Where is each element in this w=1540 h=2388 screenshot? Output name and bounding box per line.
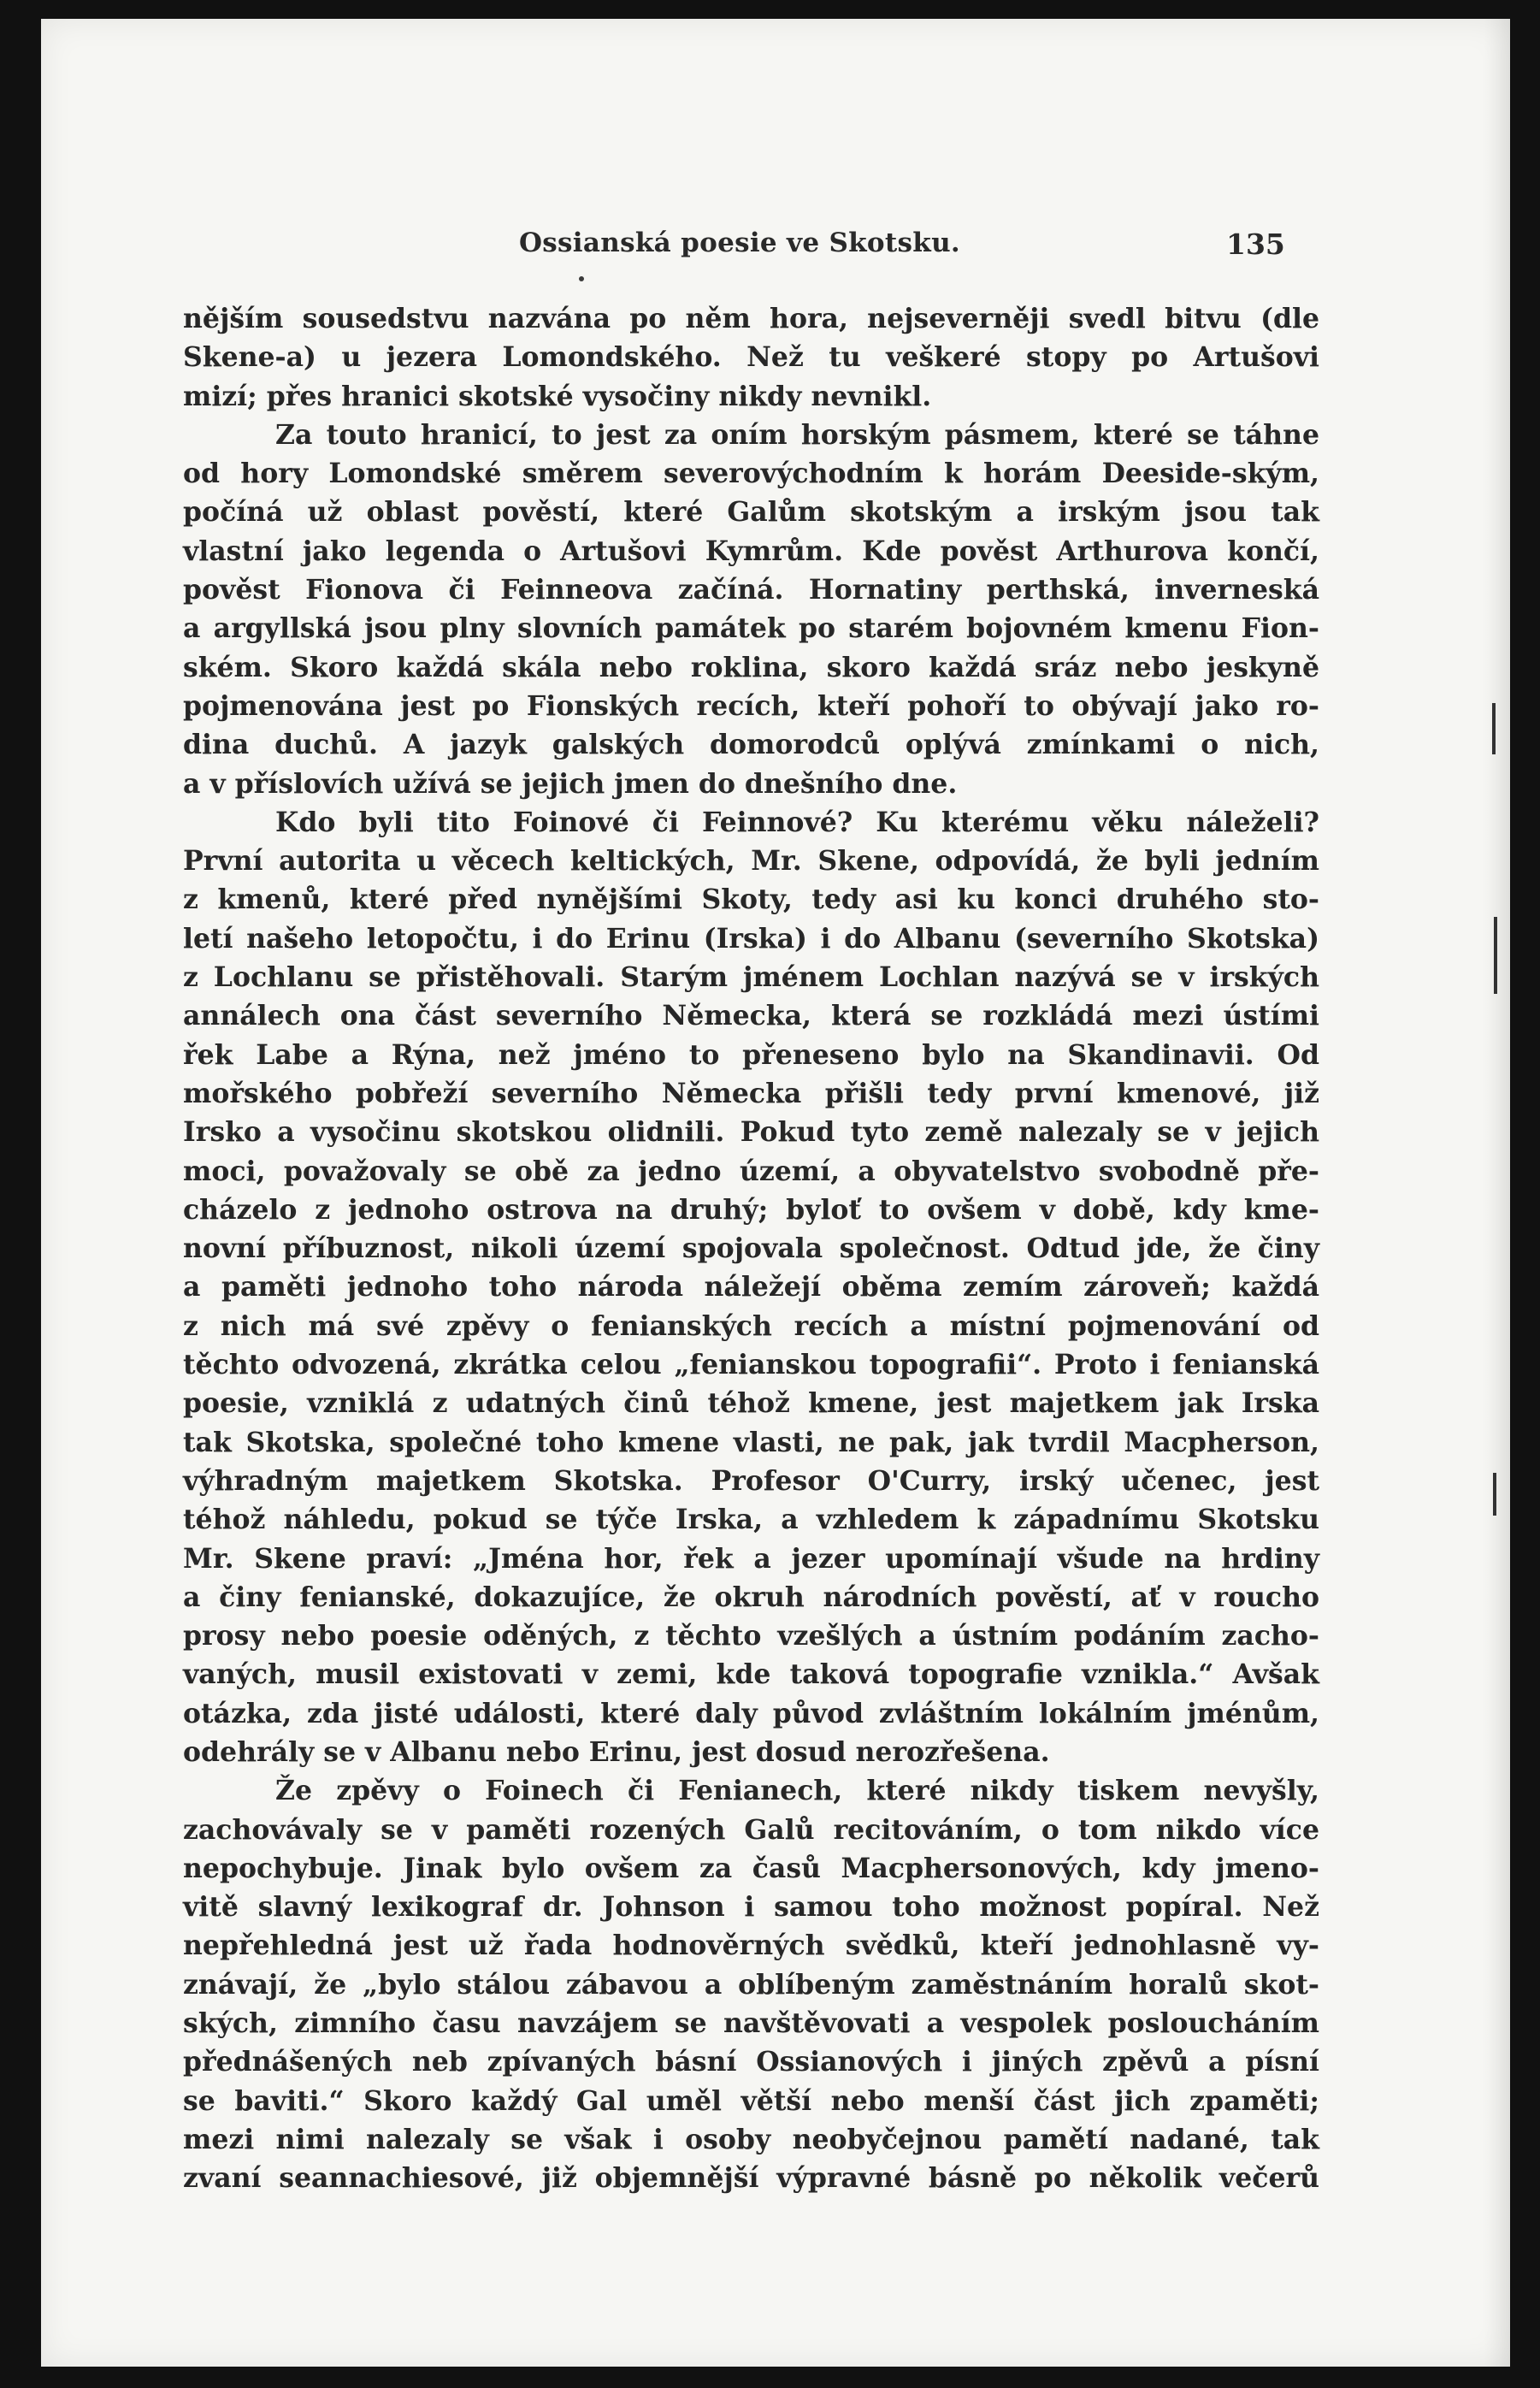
text-line: Kdo byli tito Foinové či Feinnové? Ku kterému věku náleželi? <box>275 806 1319 838</box>
text-line: nějším sousedstvu nazvána po něm hora, nejseverněji svedl bitvu (dle <box>183 303 1319 334</box>
text-line: annálech ona část severního Německa, která se rozkládá mezi ústími <box>183 1000 1319 1032</box>
book-page <box>41 19 1510 2367</box>
text-line: mezi nimi nalezaly se však i osoby neobyčejnou pamětí nadané, tak <box>183 2123 1319 2155</box>
text-line: řek Labe a Rýna, než jméno to přeneseno bylo na Skandinavii. Od <box>183 1038 1319 1071</box>
text-line: z nich má své zpěvy o fenianských recích a místní pojmenování od <box>183 1309 1319 1342</box>
text-line: dina duchů. A jazyk galských domorodců oplývá zmínkami o nich, <box>183 729 1319 761</box>
text-line: tak Skotska, společné toho kmene vlasti, ne pak, jak tvrdil Macpherson, <box>183 1426 1319 1458</box>
text-line: prosy nebo poesie oděných, z těchto vzešlých a ústním podáním zacho- <box>183 1620 1319 1652</box>
text-line: a argyllská jsou plny slovních památek po starém bojovném kmenu Fion- <box>183 612 1319 645</box>
text-line: nepřehledná jest už řada hodnověrných svědků, kteří jednohlasně vy- <box>183 1930 1319 1962</box>
text-line: počíná už oblast pověstí, které Galům skotským a irským jsou tak <box>183 496 1319 529</box>
text-line: mořského pobřeží severního Německa přišli tedy první kmenové, již <box>183 1077 1319 1109</box>
page-header <box>41 228 1510 265</box>
text-line: vlastní jako legenda o Artušovi Kymrům. Kde pověst Arthurova končí, <box>183 535 1319 567</box>
text-line: ském. Skoro každá skála nebo roklina, skoro každá sráz nebo jeskyně <box>183 651 1319 683</box>
text-line: pověst Fionova či Feinneova začíná. Hornatiny perthská, inverneská <box>183 574 1319 606</box>
text-line: z Lochlanu se přistěhovali. Starým jménem Lochlan nazývá se v irských <box>183 961 1319 994</box>
text-line: Skene-a) u jezera Lomondského. Než tu veškeré stopy po Artušovi <box>183 341 1319 374</box>
text-line: od hory Lomondské směrem severovýchodním k horám Deeside-ským, <box>183 458 1319 490</box>
print-speck <box>579 276 584 281</box>
text-line: nepochybuje. Jinak bylo ovšem za časů Macphersonových, kdy jmeno- <box>183 1852 1319 1884</box>
text-line: otázka, zda jisté události, které daly původ zvláštním lokálním jménům, <box>183 1697 1319 1729</box>
text-line: vaných, musil existovati v zemi, kde taková topografie vznikla.“ Avšak <box>183 1658 1319 1691</box>
text-line: pojmenována jest po Fionských recích, kteří pohoří to obývají jako ro- <box>183 689 1319 722</box>
text-line: mizí; přes hranici skotské vysočiny nikdy nevnikl. <box>183 380 932 412</box>
text-line: letí našeho letopočtu, i do Erinu (Irska) i do Albanu (severního Skotska) <box>183 922 1319 955</box>
text-line: z kmenů, které před nynějšími Skoty, tedy asi ku konci druhého sto- <box>183 884 1319 916</box>
page-number: 135 <box>1226 228 1285 261</box>
text-line: výhradným majetkem Skotska. Profesor O'Curry, irský učenec, jest <box>183 1464 1319 1497</box>
text-line: Za touto hranicí, to jest za oním horským pásmem, které se táhne <box>275 418 1319 451</box>
margin-mark <box>1493 1473 1496 1516</box>
text-line: a činy fenianské, dokazujíce, že okruh národních pověstí, ať v roucho <box>183 1581 1319 1613</box>
text-line: poesie, vzniklá z udatných činů téhož kmene, jest majetkem jak Irska <box>183 1387 1319 1420</box>
body-text <box>183 299 1319 2198</box>
text-line: těchto odvozená, zkrátka celou „fenianskou topografii“. Proto i fenianská <box>183 1349 1319 1381</box>
text-line: zvaní seannachiesové, již objemnější výpravné básně po několik večerů <box>183 2162 1319 2195</box>
margin-mark <box>1494 917 1497 994</box>
text-line: přednášených neb zpívaných básní Ossianových i jiných zpěvů a písní <box>183 2046 1319 2078</box>
text-line: a v příslovích užívá se jejich jmen do dnešního dne. <box>183 767 958 800</box>
text-line: novní příbuznost, nikoli území spojovala společnost. Odtud jde, že činy <box>183 1232 1319 1265</box>
text-line: Irsko a vysočinu skotskou olidnili. Pokud tyto země nalezaly se v jejich <box>183 1116 1319 1149</box>
text-line: a paměti jednoho toho národa náležejí oběma zemím zároveň; každá <box>183 1271 1319 1303</box>
text-line: cházelo z jednoho ostrova na druhý; byloť to ovšem v době, kdy kme- <box>183 1193 1319 1226</box>
text-line: odehrály se v Albanu nebo Erinu, jest dosud nerozřešena. <box>183 1735 1050 1768</box>
text-line: První autorita u věcech keltických, Mr. Skene, odpovídá, že byli jedním <box>183 845 1319 878</box>
text-line: ských, zimního času navzájem se navštěvovati a vespolek posloucháním <box>183 2007 1319 2040</box>
text-line: Mr. Skene praví: „Jména hor, řek a jezer upomínají všude na hrdiny <box>183 1542 1319 1575</box>
text-line: vitě slavný lexikograf dr. Johnson i samou toho možnost popíral. Než <box>183 1891 1319 1924</box>
text-line: se baviti.“ Skoro každý Gal uměl větší nebo menší část jich zpaměti; <box>183 2084 1319 2117</box>
running-title: Ossianská poesie ve Skotsku. <box>519 228 960 258</box>
text-line: zachovávaly se v paměti rozených Galů recitováním, o tom nikdo více <box>183 1813 1319 1846</box>
margin-mark <box>1492 703 1496 754</box>
text-line: Že zpěvy o Foinech či Fenianech, které nikdy tiskem nevyšly, <box>275 1775 1319 1807</box>
text-line: moci, považovaly se obě za jedno území, a obyvatelstvo svobodně pře- <box>183 1155 1319 1187</box>
text-line: téhož náhledu, pokud se týče Irska, a vzhledem k západnímu Skotsku <box>183 1504 1319 1536</box>
text-line: znávají, že „bylo stálou zábavou a oblíbeným zaměstnáním horalů skot- <box>183 1968 1319 2001</box>
